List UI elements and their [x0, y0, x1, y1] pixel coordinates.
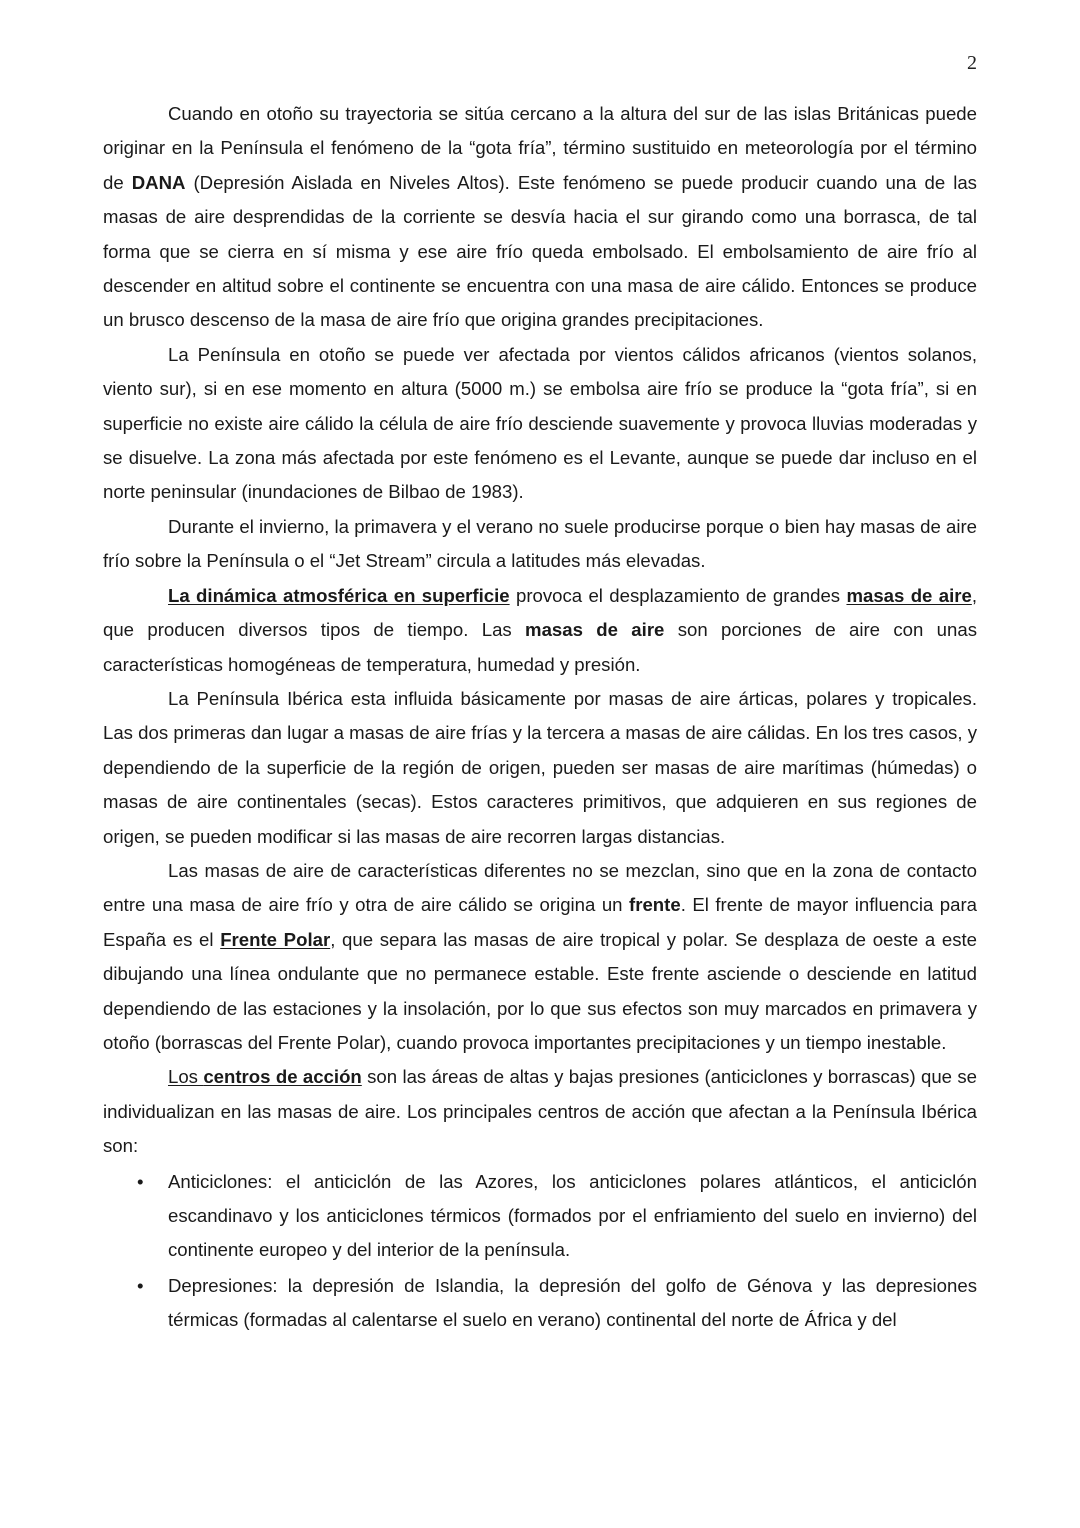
text-los: Los: [168, 1066, 204, 1088]
bullet-icon: •: [137, 1170, 144, 1192]
text: son porciones de aire con unas características homogéneas de temperatura, humedad y presión.: [103, 619, 977, 675]
term-masas-de-aire: masas de aire: [846, 584, 972, 606]
text: Cuando en otoño su trayectoria se sitúa cercano a la altura del sur de las islas Británicas puede originar en la Península el fenómeno de la “gota fría”, término sustituido en meteorología por el término de: [103, 103, 977, 193]
text: . El frente de mayor influencia para España es el: [103, 894, 978, 950]
term-dana: DANA: [131, 171, 186, 193]
list-item-anticiclones: [103, 1165, 977, 1268]
document-body: [103, 97, 977, 1338]
paragraph-dana: [103, 97, 977, 338]
page-number: 2: [967, 52, 977, 74]
paragraph-masas-tipos: [103, 682, 977, 854]
text: son las áreas de altas y bajas presiones (anticiclones y borrascas) que se individualizan en las masas de aire. Los principales centros de acción que afectan a la Península Ibérica son:: [103, 1066, 977, 1157]
term-frente-polar: Frente Polar: [220, 928, 331, 950]
text: , que producen diversos tipos de tiempo. Las: [103, 584, 978, 641]
list-item-depresiones: [103, 1269, 977, 1338]
text: provoca el desplazamiento de grandes: [509, 584, 847, 606]
paragraph-seasons: [103, 510, 977, 579]
text: La Península en otoño se puede ver afectada por vientos cálidos africanos (vientos solanos, viento sur), si en ese momento en altura (5000 m.) se embolsa aire frío se produce la “gota fría”, si en superficie no existe aire cálido la célula de aire frío desciende suavemente y provoca lluvias moderadas y se disuelve. La zona más afectada por este fenómeno es el Levante, aunque se puede dar incluso en el norte peninsular (inundaciones de Bilbao de 1983).: [103, 343, 977, 503]
paragraph-dinamica-superficie: [103, 579, 977, 682]
list-item-text: Anticiclones: el anticiclón de las Azores, los anticiclones polares atlánticos, el anticiclón escandinavo y los anticiclones térmicos (formados por el enfriamiento del suelo en invierno) del continente europeo y del interior de la península.: [168, 1170, 977, 1261]
centros-accion-list: [103, 1165, 977, 1338]
paragraph-gota-fria: [103, 338, 977, 510]
list-item-text: Depresiones: la depresión de Islandia, la depresión del golfo de Génova y las depresiones térmicas (formadas al calentarse el suelo en verano) continental del norte de África y del: [168, 1274, 977, 1331]
term-masas-de-aire-bold: masas de aire: [525, 619, 665, 641]
text: , que separa las masas de aire tropical y polar. Se desplaza de oeste a este dibujando una línea ondulante que no permanece estable. Este frente asciende o desciende en latitud dependiendo de las estaciones y la insolación, por lo que sus efectos son muy marcados en primavera y otoño (borrascas del Frente Polar), cuando provoca importantes precipitaciones y un tiempo inestable.: [103, 928, 977, 1053]
text: La Península Ibérica esta influida básicamente por masas de aire árticas, polares y tropicales. Las dos primeras dan lugar a masas de aire frías y la tercera a masas de aire cálidas. En los tres casos, y dependiendo de la superficie de la región de origen, pueden ser masas de aire marítimas (húmedas) o masas de aire continentales (secas). Estos caracteres primitivos, que adquieren en sus regiones de origen, se pueden modificar si las masas de aire recorren largas distancias.: [103, 687, 977, 847]
text: Las masas de aire de características diferentes no se mezclan, sino que en la zona de contacto entre una masa de aire frío y otra de aire cálido se origina un: [103, 859, 977, 916]
paragraph-centros-accion: [103, 1060, 977, 1163]
bullet-icon: •: [137, 1274, 144, 1296]
term-centros-de-accion: centros de acción: [203, 1066, 362, 1088]
text: (Depresión Aislada en Niveles Altos). Este fenómeno se puede producir cuando una de las masas de aire desprendidas de la corriente se desvía hacia el sur girando como una borrasca, de tal forma que se cierra en sí misma y ese aire frío queda embolsado. El embolsamiento de aire frío al descender en altitud sobre el continente se encuentra con una masa de aire cálido. Entonces se produce un brusco descenso de la masa de aire frío que origina grandes precipitaciones.: [103, 171, 977, 331]
paragraph-frentes: [103, 854, 977, 1060]
text: Durante el invierno, la primavera y el verano no suele producirse porque o bien hay masas de aire frío sobre la Península o el “Jet Stream” circula a latitudes más elevadas.: [103, 515, 977, 572]
term-frente: frente: [629, 894, 681, 916]
heading-dinamica: La dinámica atmosférica en superficie: [168, 584, 510, 606]
